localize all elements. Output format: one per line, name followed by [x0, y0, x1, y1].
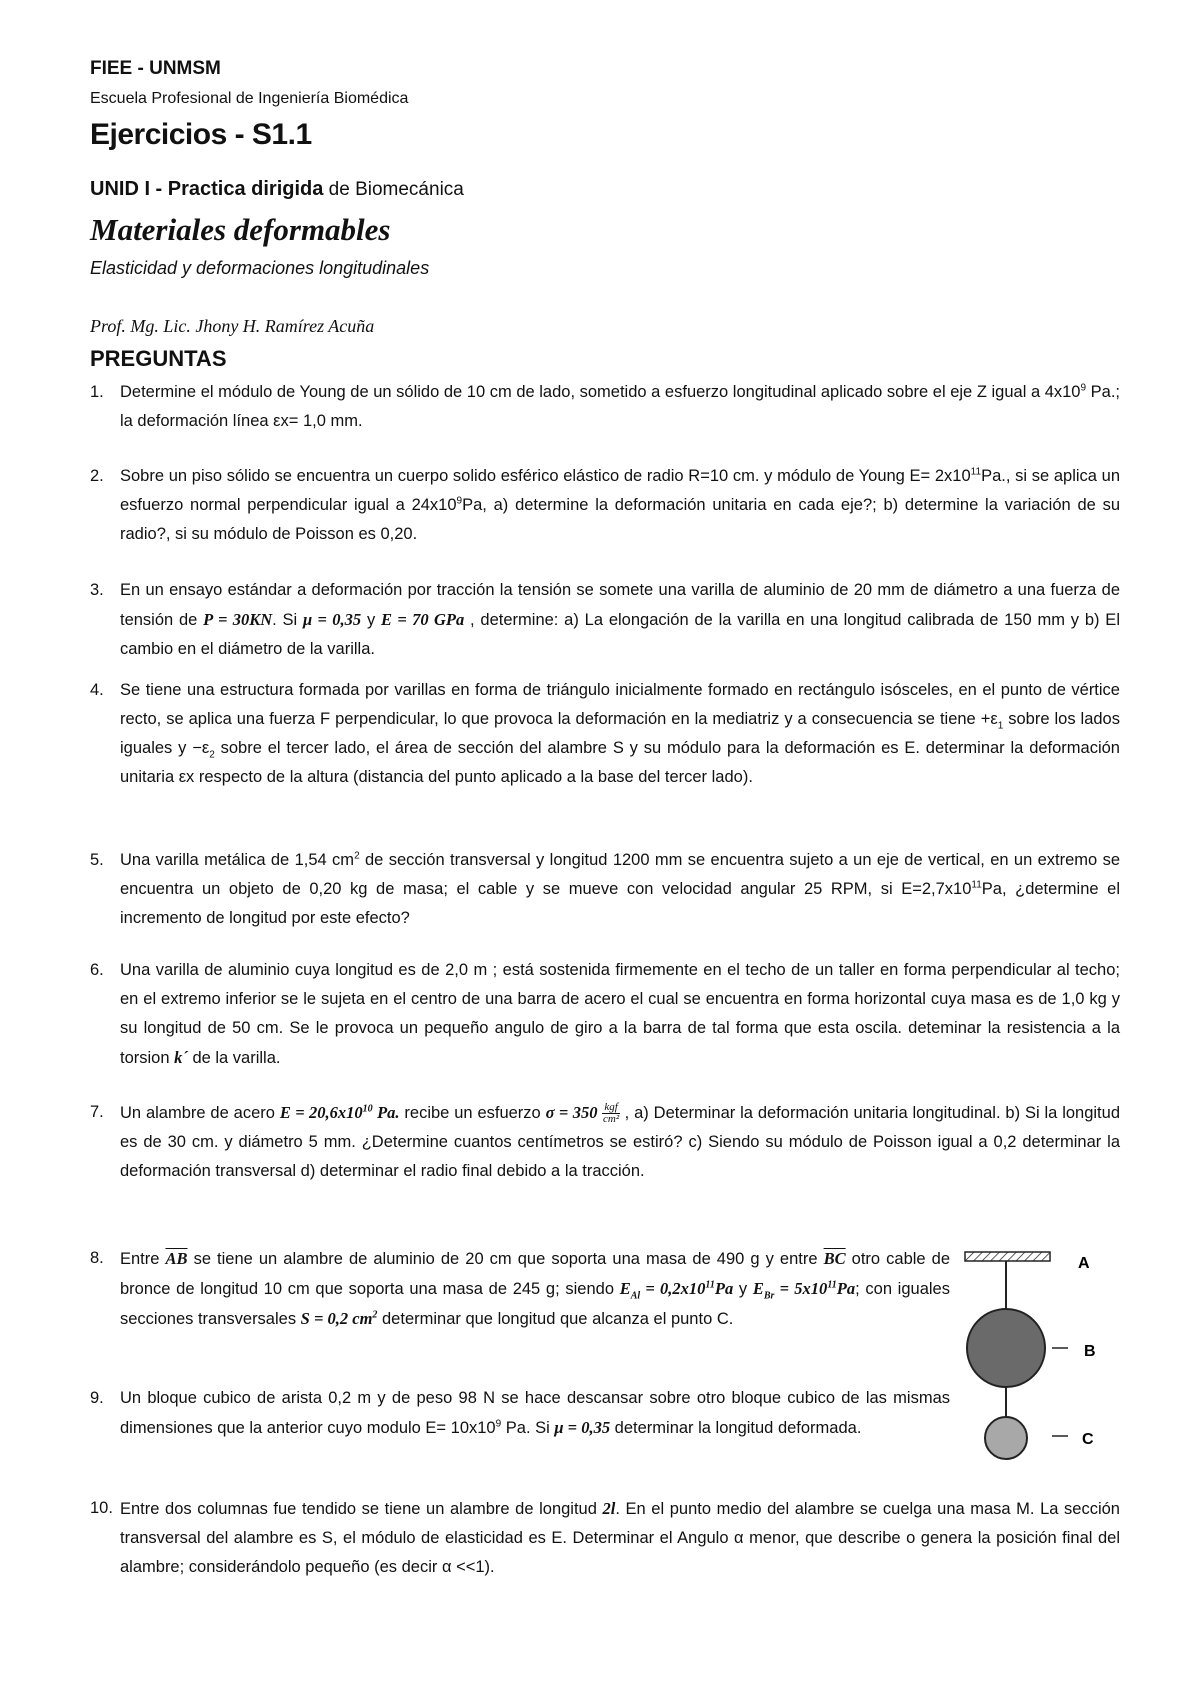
question-number: 2. — [90, 467, 104, 485]
question-number: 7. — [90, 1103, 104, 1121]
page-title: Ejercicios - S1.1 — [90, 118, 312, 151]
question-text: Sobre un piso sólido se encuentra un cuerpo solido esférico elástico de radio R=10 cm. y módulo de Young $E= 2x10^{11}Pa$., si se aplica un esfuerzo normal perpendicular igual a $24x10^9Pa$, a) determine la deformación unitaria en cada eje?; b) determine la variación de su radio?, si su módulo de Poisson es 0,20. — [120, 466, 1120, 543]
unit-rest: de Biomecánica — [323, 179, 464, 200]
topic-heading: Materiales deformables — [90, 212, 391, 247]
institution: FIEE - UNMSM — [90, 58, 221, 79]
question-number: 8. — [90, 1249, 104, 1267]
subtopic-heading: Elasticidad y deformaciones longitudinales — [90, 258, 430, 278]
question-5 — [90, 846, 1120, 933]
question-number: 10. — [90, 1499, 113, 1517]
question-text: Entre dos columnas fue tendido se tiene un alambre de longitud 2l. En el punto medio del alambre se cuelga una masa M. La sección transversal del alambre es S, el módulo de elasticidad es E. Determinar el Angulo α menor, que describe o genera la posición final del alambre; considerándolo pequeño (es decir α <<1). — [120, 1499, 1120, 1576]
question-7 — [90, 1098, 1120, 1186]
question-text: En un ensayo estándar a deformación por tracción la tensión se somete una varilla de aluminio de 20 mm de diámetro a una fuerza de tensión de P = 30KN. Si μ = 0,35 y E = 70 GPa , determine: a) La elongación de la varilla en una longitud calibrada de 150 mm y b) El cambio en el diámetro de la varilla. — [120, 581, 1120, 658]
unit-bold: UNID I - Practica dirigida — [90, 178, 324, 200]
question-text: Una varilla metálica de 1,54 $cm^2$ de sección transversal y longitud 1200 mm se encuentra sujeto a un eje de vertical, en un extremo se encuentra un objeto de 0,20 kg de masa; el cable y se mueve con velocidad angular 25 RPM, si $E=2,7x10^{11}Pa$, ¿determine el incremento de longitud por este efecto? — [120, 850, 1120, 927]
question-text: Se tiene una estructura formada por varillas en forma de triángulo inicialmente formado en rectángulo isósceles, en el punto de vértice recto, se aplica una fuerza F perpendicular, lo que provoca la deformación en la mediatriz y a consecuencia se tiene $+\varepsilon_1$ sobre los lados iguales $y -\varepsilon_2$ sobre el tercer lado, el área de sección del alambre S y su módulo para la deformación es E. determinar la deformación unitaria εx respecto de la altura (distancia del punto aplicado a la base del tercer lado). — [120, 681, 1120, 786]
section-heading: PREGUNTAS — [90, 346, 227, 371]
question-10 — [90, 1494, 1120, 1582]
stress-units-fraction: $\frac{\text{kgf}}{\text{cm²}}$ — [603, 1101, 620, 1126]
question-2 — [90, 462, 1120, 549]
pendulum-figure — [960, 1240, 1110, 1480]
question-number: 4. — [90, 681, 104, 699]
question-number: 1. — [90, 383, 104, 401]
question-text: Entre $\overline{AB}$ se tiene un alambre de aluminio de 20 cm que soporta una masa de 490 g y entre $\overline{BC}$ otro cable de bronce de longitud 10 cm que soporta una masa de 245 g; siendo $E_{Al} = 0,2x10^{11}Pa$ y $E_{Br} = 5x10^{11}Pa$; con iguales secciones transversales S = 0,2 $cm^2$ determinar que longitud que alcanza el punto C. — [120, 1249, 951, 1328]
question-number: 5. — [90, 851, 104, 869]
question-text: Determine el módulo de Young de un sólido de 10 cm de lado, sometido a esfuerzo longitudinal aplicado sobre el eje Z igual a $4x10^9$ Pa.; la deformación línea εx= 1,0 mm. — [120, 382, 1121, 430]
question-number: 6. — [90, 961, 104, 979]
mass-b — [967, 1309, 1045, 1387]
label-c: C — [1082, 1431, 1094, 1448]
unit-line — [90, 178, 464, 201]
professor-name: Prof. Mg. Lic. Jhony H. Ramírez Acuña — [90, 316, 375, 336]
school-name: Escuela Profesional de Ingeniería Biomédica — [90, 90, 409, 107]
question-4 — [90, 676, 1120, 792]
label-b: B — [1084, 1343, 1096, 1360]
mass-c — [985, 1417, 1027, 1459]
question-3 — [90, 576, 1120, 664]
question-number: 3. — [90, 581, 104, 599]
question-number: 9. — [90, 1389, 104, 1407]
question-text: Un alambre de acero $E = 20,6x10^{10}$ Pa. recibe un esfuerzo σ = 350 $\frac{\text{kgf}}{\text{cm²}}$ , a) Determinar la deformación unitaria longitudinal. b) Si la longitud es de 30 cm. y diámetro 5 mm. ¿Determine cuantos centímetros se estiró? c) Siendo su módulo de Poisson igual a 0,2 determinar la deformación transversal d) determinar el radio final debido a la tracción. — [120, 1101, 1120, 1180]
question-9 — [90, 1384, 950, 1443]
question-text: Una varilla de aluminio cuya longitud es de 2,0 m ; está sostenida firmemente en el techo de un taller en forma perpendicular al techo; en el extremo inferior se le sujeta en el centro de una barra de acero el cual se encuentra en forma horizontal cuya masa es de 1,0 kg y su longitud de 50 cm. Se le provoca un pequeño angulo de giro a la barra de tal forma que esta oscila. deteminar la resistencia a la torsion k´ de la varilla. — [120, 961, 1120, 1067]
question-8 — [90, 1244, 950, 1334]
label-a: A — [1078, 1255, 1090, 1272]
question-6 — [90, 956, 1120, 1073]
question-text: Un bloque cubico de arista 0,2 m y de peso 98 N se hace descansar sobre otro bloque cubico de las mismas dimensiones que la anterior cuyo modulo $E= 10x10^9$ Pa. Si μ = 0,35 determinar la longitud deformada. — [120, 1389, 950, 1437]
ceiling-support — [965, 1252, 1050, 1261]
question-1 — [90, 378, 1120, 436]
